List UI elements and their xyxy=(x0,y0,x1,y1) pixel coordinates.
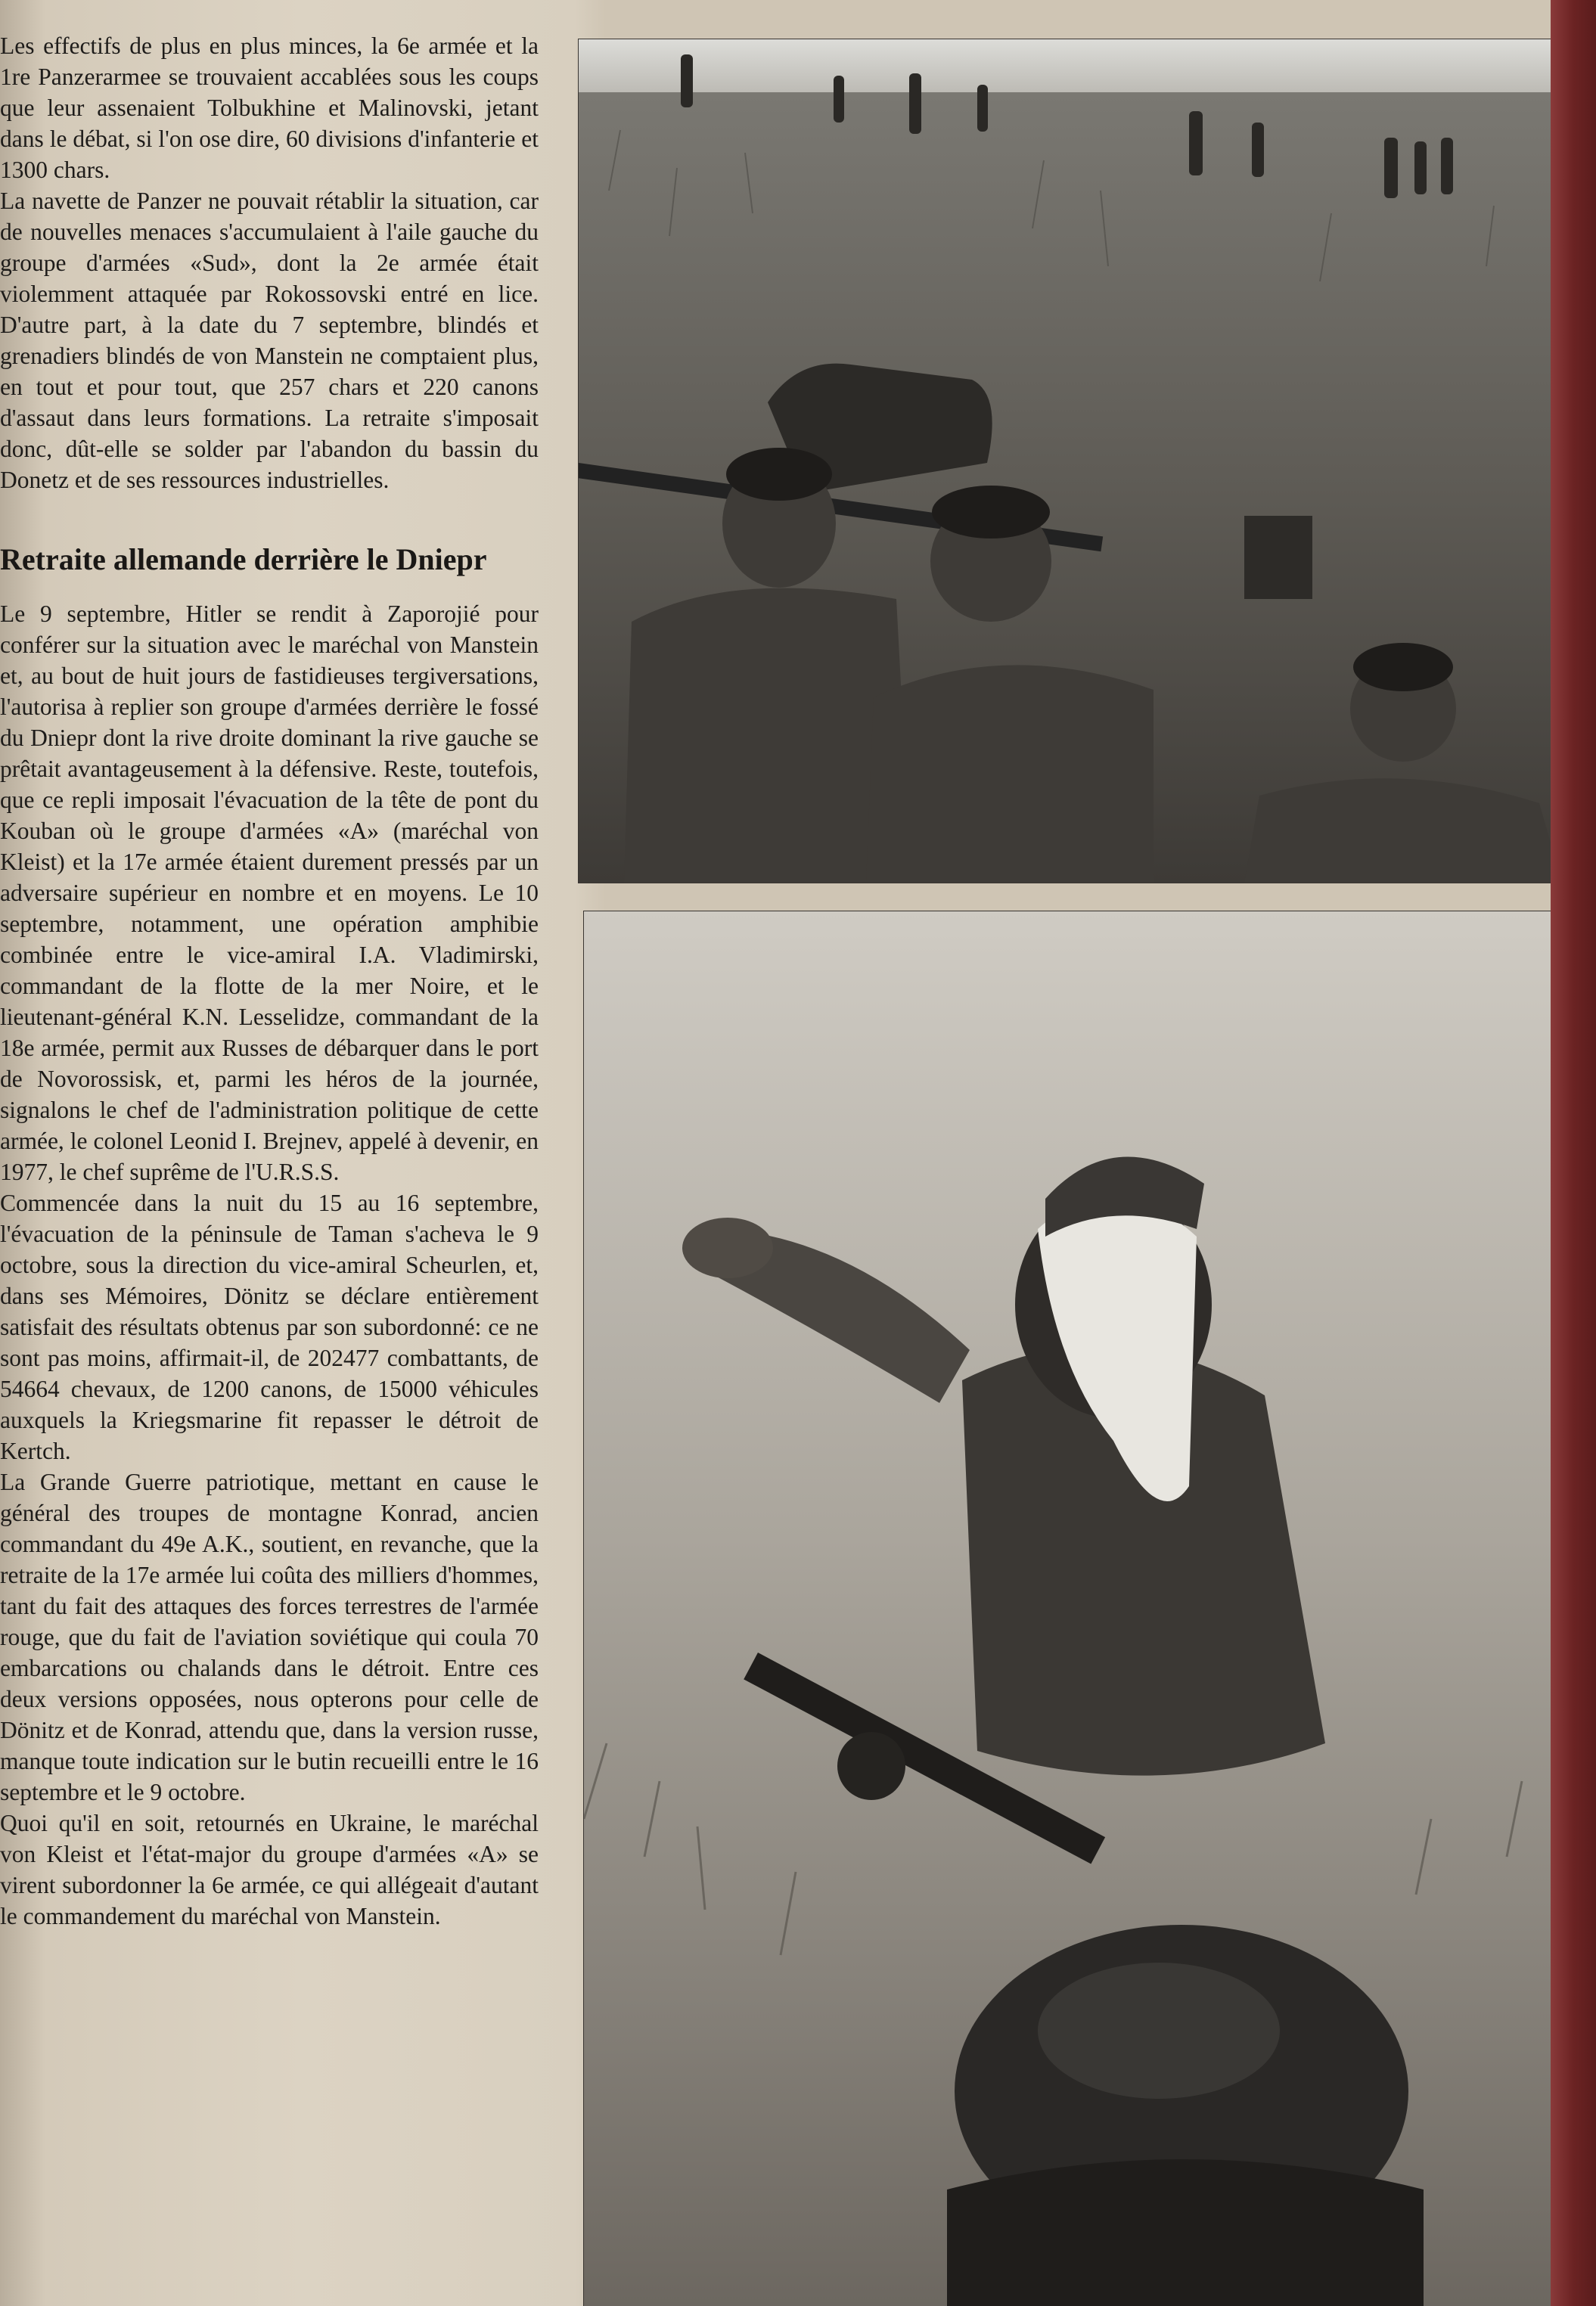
book-spine xyxy=(1551,0,1596,2306)
photo-soldiers-machine-gun xyxy=(579,39,1562,883)
photo-soldiers-machine-gun-icon xyxy=(579,39,1562,883)
body-paragraph-1: Le 9 septembre, Hitler se rendit à Zaporojié pour conférer sur la situation avec le maréchal von Manstein et, au bout de huit jours de fastidieuses tergiversations, l'autorisa à replier son groupe d'armées derrière le fossé du Dniepr dont la rive droite dominant la rive gauche se prêtait avantageusement à la défensive. Reste, toutefois, que ce repli imposait l'évacuation de la tête de pont du Kouban où le groupe d'armées «A» (maréchal von Kleist) et la 17e armée étaient durement pressés par un adversaire supérieur en nombre et en moyens. Le 10 septembre, notamment, une opération amphibie combinée entre le vice-amiral I.A. Vladimirski, commandant de la flotte de la mer Noire, et le lieutenant-général K.N. Lesselidze, commandant de la 18e armée, permit aux Russes de débarquer dans le port de Novorossisk, et, parmi les héros de la journée, signalons le chef de l'administration politique de cette armée, le colonel Leonid I. Brejnev, appelé à devenir, en 1977, le chef suprême de l'U.R.S.S. xyxy=(0,601,539,1185)
body-paragraph-3: La Grande Guerre patriotique, mettant en cause le général des troupes de montagne Konrad, ancien commandant du 49e A.K., soutient, en revanche, que la retraite de la 17e armée lui coûta des milliers d'hommes, tant du fait des attaques des forces terrestres de l'armée rouge, que du fait de l'aviation soviétique qui coula 70 embarcations ou chalands dans le détroit. Entre ces deux versions opposées, nous opterons pour celle de Dönitz et de Konrad, attendu que, dans la version russe, manque toute indication sur le butin recueilli entre le 16 septembre et le 9 octobre. xyxy=(0,1469,539,1805)
photo-wounded-soldier-trench xyxy=(584,911,1596,2306)
article-text-column xyxy=(0,30,539,2269)
photo-wounded-soldier-trench-icon xyxy=(584,911,1596,2306)
intro-paragraph-1: Les effectifs de plus en plus minces, la 6e armée et la 1re Panzerarmee se trouvaient accablées sous les coups que leur assenaient Tolbukhine et Malinovski, jetant dans le débat, si l'on ose dire, 60 divisions d'infanterie et 1300 chars. xyxy=(0,33,539,183)
intro-paragraph-2: La navette de Panzer ne pouvait rétablir la situation, car de nouvelles menaces s'accumulaient à l'aile gauche du groupe d'armées «Sud», dont la 2e armée était violemment attaquée par Rokossovski entré en lice. D'autre part, à la date du 7 septembre, blindés et grenadiers blindés de von Manstein ne comptaient plus, en tout et pour tout, que 257 chars et 220 canons d'assaut dans leurs formations. La retraite s'imposait donc, dût-elle se solder par l'abandon du bassin du Donetz et de ses ressources industrielles. xyxy=(0,188,539,493)
section-heading: Retraite allemande derrière le Dniepr xyxy=(0,542,487,576)
body-paragraph-2: Commencée dans la nuit du 15 au 16 septembre, l'évacuation de la péninsule de Taman s'acheva le 9 octobre, sous la direction du vice-amiral Scheurlen, et, dans ses Mémoires, Dönitz se déclare entièrement satisfait des résultats obtenus par son subordonné: ce ne sont pas moins, affirmait-il, de 202477 combattants, de 54664 chevaux, de 1200 canons, de 15000 véhicules auxquels la Kriegsmarine fit repasser le détroit de Kertch. xyxy=(0,1190,539,1464)
body-paragraph-4: Quoi qu'il en soit, retournés en Ukraine, le maréchal von Kleist et l'état-major du groupe d'armées «A» se virent subordonner la 6e armée, ce qui allégeait d'autant le commandement du maréchal von Manstein. xyxy=(0,1810,539,1929)
